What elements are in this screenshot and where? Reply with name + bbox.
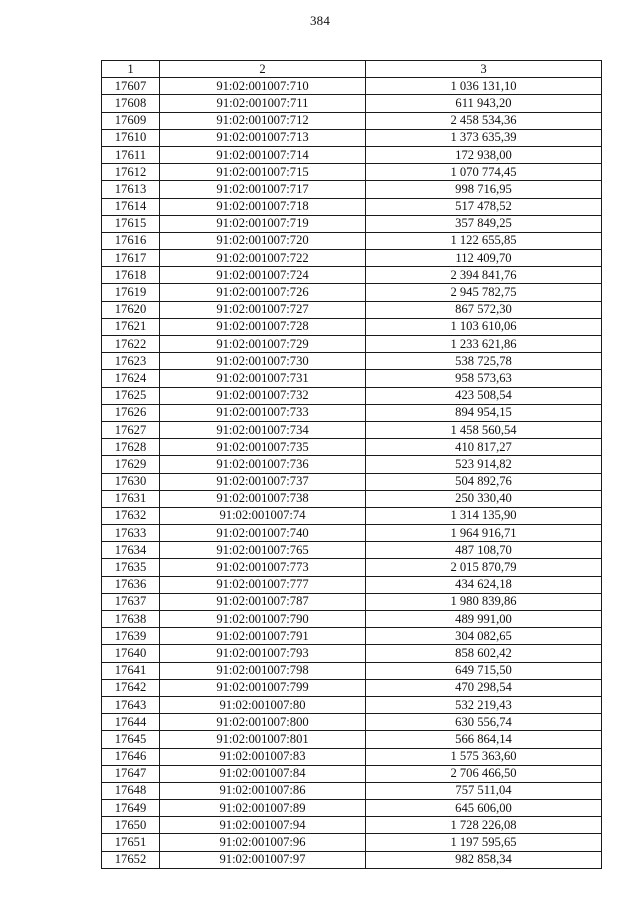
cadastral-number-cell: 91:02:001007:740	[160, 525, 366, 542]
value-cell: 423 508,54	[366, 387, 602, 404]
table-row	[102, 370, 602, 387]
cadastral-number-cell: 91:02:001007:798	[160, 662, 366, 679]
value-cell: 2 394 841,76	[366, 267, 602, 284]
cadastral-number-cell: 91:02:001007:790	[160, 611, 366, 628]
table-row	[102, 473, 602, 490]
table-row	[102, 95, 602, 112]
row-number-cell: 17619	[102, 284, 160, 301]
row-number-cell: 17650	[102, 817, 160, 834]
header-row	[102, 61, 602, 78]
table-row	[102, 353, 602, 370]
row-number-cell: 17622	[102, 336, 160, 353]
value-cell: 489 991,00	[366, 611, 602, 628]
value-cell: 304 082,65	[366, 628, 602, 645]
cadastral-number-cell: 91:02:001007:724	[160, 267, 366, 284]
row-number-cell: 17637	[102, 593, 160, 610]
row-number-cell: 17621	[102, 318, 160, 335]
cadastral-number-cell: 91:02:001007:726	[160, 284, 366, 301]
cadastral-number-cell: 91:02:001007:727	[160, 301, 366, 318]
table-row	[102, 181, 602, 198]
row-number-cell: 17645	[102, 731, 160, 748]
row-number-cell: 17649	[102, 800, 160, 817]
cadastral-number-cell: 91:02:001007:777	[160, 576, 366, 593]
table-row	[102, 611, 602, 628]
table-row	[102, 782, 602, 799]
value-cell: 1 036 131,10	[366, 78, 602, 95]
row-number-cell: 17636	[102, 576, 160, 593]
page-number: 384	[309, 13, 331, 28]
value-cell: 1 233 621,86	[366, 336, 602, 353]
table-row	[102, 318, 602, 335]
cadastral-number-cell: 91:02:001007:94	[160, 817, 366, 834]
row-number-cell: 17640	[102, 645, 160, 662]
table-row	[102, 576, 602, 593]
table-row	[102, 78, 602, 95]
value-cell: 172 938,00	[366, 146, 602, 163]
cadastral-number-cell: 91:02:001007:801	[160, 731, 366, 748]
value-cell: 2 706 466,50	[366, 765, 602, 782]
row-number-cell: 17607	[102, 78, 160, 95]
table-row	[102, 146, 602, 163]
table-row	[102, 421, 602, 438]
table-row	[102, 456, 602, 473]
table-row	[102, 696, 602, 713]
table-row	[102, 198, 602, 215]
table-row	[102, 232, 602, 249]
table-row	[102, 817, 602, 834]
value-cell: 1 314 135,90	[366, 507, 602, 524]
row-number-cell: 17610	[102, 129, 160, 146]
table-row	[102, 284, 602, 301]
cadastral-number-cell: 91:02:001007:96	[160, 834, 366, 851]
row-number-cell: 17630	[102, 473, 160, 490]
cadastral-number-cell: 91:02:001007:97	[160, 851, 366, 868]
value-cell: 858 602,42	[366, 645, 602, 662]
row-number-cell: 17627	[102, 421, 160, 438]
cadastral-number-cell: 91:02:001007:84	[160, 765, 366, 782]
row-number-cell: 17632	[102, 507, 160, 524]
cadastral-number-cell: 91:02:001007:765	[160, 542, 366, 559]
value-cell: 538 725,78	[366, 353, 602, 370]
table-row	[102, 112, 602, 129]
value-cell: 894 954,15	[366, 404, 602, 421]
row-number-cell: 17644	[102, 714, 160, 731]
cadastral-number-cell: 91:02:001007:74	[160, 507, 366, 524]
table-row	[102, 507, 602, 524]
cadastral-number-cell: 91:02:001007:731	[160, 370, 366, 387]
row-number-cell: 17618	[102, 267, 160, 284]
row-number-cell: 17639	[102, 628, 160, 645]
table-row	[102, 250, 602, 267]
value-cell: 112 409,70	[366, 250, 602, 267]
value-cell: 1 103 610,06	[366, 318, 602, 335]
value-cell: 566 864,14	[366, 731, 602, 748]
cadastral-number-cell: 91:02:001007:718	[160, 198, 366, 215]
table-row	[102, 336, 602, 353]
table-row	[102, 748, 602, 765]
header-col-3: 3	[366, 61, 602, 78]
row-number-cell: 17638	[102, 611, 160, 628]
cadastral-number-cell: 91:02:001007:732	[160, 387, 366, 404]
row-number-cell: 17642	[102, 679, 160, 696]
row-number-cell: 17635	[102, 559, 160, 576]
table-row	[102, 765, 602, 782]
cadastral-number-cell: 91:02:001007:793	[160, 645, 366, 662]
table-row	[102, 439, 602, 456]
value-cell: 1 575 363,60	[366, 748, 602, 765]
cadastral-number-cell: 91:02:001007:720	[160, 232, 366, 249]
row-number-cell: 17620	[102, 301, 160, 318]
row-number-cell: 17626	[102, 404, 160, 421]
value-cell: 250 330,40	[366, 490, 602, 507]
table-row	[102, 490, 602, 507]
table-row	[102, 404, 602, 421]
cadastral-number-cell: 91:02:001007:80	[160, 696, 366, 713]
value-cell: 1 728 226,08	[366, 817, 602, 834]
table-row	[102, 714, 602, 731]
row-number-cell: 17647	[102, 765, 160, 782]
table-row	[102, 679, 602, 696]
row-number-cell: 17646	[102, 748, 160, 765]
table-row	[102, 267, 602, 284]
table-row	[102, 525, 602, 542]
row-number-cell: 17651	[102, 834, 160, 851]
value-cell: 1 122 655,85	[366, 232, 602, 249]
value-cell: 1 070 774,45	[366, 164, 602, 181]
table-row	[102, 834, 602, 851]
cadastral-number-cell: 91:02:001007:722	[160, 250, 366, 267]
value-cell: 982 858,34	[366, 851, 602, 868]
row-number-cell: 17611	[102, 146, 160, 163]
cadastral-number-cell: 91:02:001007:712	[160, 112, 366, 129]
table-row	[102, 559, 602, 576]
cadastral-number-cell: 91:02:001007:728	[160, 318, 366, 335]
cadastral-number-cell: 91:02:001007:713	[160, 129, 366, 146]
table-row	[102, 164, 602, 181]
cadastral-number-cell: 91:02:001007:736	[160, 456, 366, 473]
row-number-cell: 17648	[102, 782, 160, 799]
cadastral-number-cell: 91:02:001007:729	[160, 336, 366, 353]
cadastral-number-cell: 91:02:001007:711	[160, 95, 366, 112]
cadastral-number-cell: 91:02:001007:735	[160, 439, 366, 456]
value-cell: 2 015 870,79	[366, 559, 602, 576]
row-number-cell: 17614	[102, 198, 160, 215]
cadastral-number-cell: 91:02:001007:89	[160, 800, 366, 817]
cadastral-number-cell: 91:02:001007:791	[160, 628, 366, 645]
value-cell: 2 458 534,36	[366, 112, 602, 129]
value-cell: 645 606,00	[366, 800, 602, 817]
table-row	[102, 215, 602, 232]
table-row	[102, 662, 602, 679]
value-cell: 867 572,30	[366, 301, 602, 318]
table-row	[102, 301, 602, 318]
cadastral-number-cell: 91:02:001007:730	[160, 353, 366, 370]
row-number-cell: 17616	[102, 232, 160, 249]
table-row	[102, 731, 602, 748]
cadastral-number-cell: 91:02:001007:799	[160, 679, 366, 696]
row-number-cell: 17643	[102, 696, 160, 713]
value-cell: 487 108,70	[366, 542, 602, 559]
row-number-cell: 17641	[102, 662, 160, 679]
data-table	[101, 60, 602, 869]
row-number-cell: 17629	[102, 456, 160, 473]
row-number-cell: 17628	[102, 439, 160, 456]
cadastral-number-cell: 91:02:001007:86	[160, 782, 366, 799]
cadastral-number-cell: 91:02:001007:719	[160, 215, 366, 232]
row-number-cell: 17615	[102, 215, 160, 232]
table-row	[102, 129, 602, 146]
cadastral-number-cell: 91:02:001007:717	[160, 181, 366, 198]
table-body	[102, 78, 602, 869]
value-cell: 434 624,18	[366, 576, 602, 593]
cadastral-number-cell: 91:02:001007:787	[160, 593, 366, 610]
value-cell: 470 298,54	[366, 679, 602, 696]
cadastral-number-cell: 91:02:001007:710	[160, 78, 366, 95]
header-col-2: 2	[160, 61, 366, 78]
cadastral-number-cell: 91:02:001007:734	[160, 421, 366, 438]
row-number-cell: 17609	[102, 112, 160, 129]
table-header	[102, 61, 602, 78]
cadastral-number-cell: 91:02:001007:738	[160, 490, 366, 507]
table-row	[102, 645, 602, 662]
value-cell: 611 943,20	[366, 95, 602, 112]
value-cell: 998 716,95	[366, 181, 602, 198]
table-row	[102, 851, 602, 868]
value-cell: 649 715,50	[366, 662, 602, 679]
value-cell: 630 556,74	[366, 714, 602, 731]
value-cell: 1 964 916,71	[366, 525, 602, 542]
row-number-cell: 17633	[102, 525, 160, 542]
value-cell: 1 458 560,54	[366, 421, 602, 438]
row-number-cell: 17623	[102, 353, 160, 370]
value-cell: 523 914,82	[366, 456, 602, 473]
value-cell: 757 511,04	[366, 782, 602, 799]
value-cell: 1 980 839,86	[366, 593, 602, 610]
cadastral-number-cell: 91:02:001007:733	[160, 404, 366, 421]
row-number-cell: 17634	[102, 542, 160, 559]
row-number-cell: 17608	[102, 95, 160, 112]
cadastral-number-cell: 91:02:001007:737	[160, 473, 366, 490]
cadastral-number-cell: 91:02:001007:714	[160, 146, 366, 163]
value-cell: 410 817,27	[366, 439, 602, 456]
row-number-cell: 17617	[102, 250, 160, 267]
table-row	[102, 628, 602, 645]
cadastral-number-cell: 91:02:001007:800	[160, 714, 366, 731]
row-number-cell: 17631	[102, 490, 160, 507]
value-cell: 1 197 595,65	[366, 834, 602, 851]
value-cell: 532 219,43	[366, 696, 602, 713]
row-number-cell: 17612	[102, 164, 160, 181]
value-cell: 2 945 782,75	[366, 284, 602, 301]
row-number-cell: 17624	[102, 370, 160, 387]
row-number-cell: 17652	[102, 851, 160, 868]
value-cell: 517 478,52	[366, 198, 602, 215]
cadastral-number-cell: 91:02:001007:773	[160, 559, 366, 576]
row-number-cell: 17625	[102, 387, 160, 404]
value-cell: 1 373 635,39	[366, 129, 602, 146]
table-row	[102, 593, 602, 610]
cadastral-number-cell: 91:02:001007:715	[160, 164, 366, 181]
value-cell: 958 573,63	[366, 370, 602, 387]
cadastral-number-cell: 91:02:001007:83	[160, 748, 366, 765]
row-number-cell: 17613	[102, 181, 160, 198]
table-row	[102, 387, 602, 404]
table-row	[102, 800, 602, 817]
header-col-1: 1	[102, 61, 160, 78]
table-row	[102, 542, 602, 559]
value-cell: 504 892,76	[366, 473, 602, 490]
value-cell: 357 849,25	[366, 215, 602, 232]
